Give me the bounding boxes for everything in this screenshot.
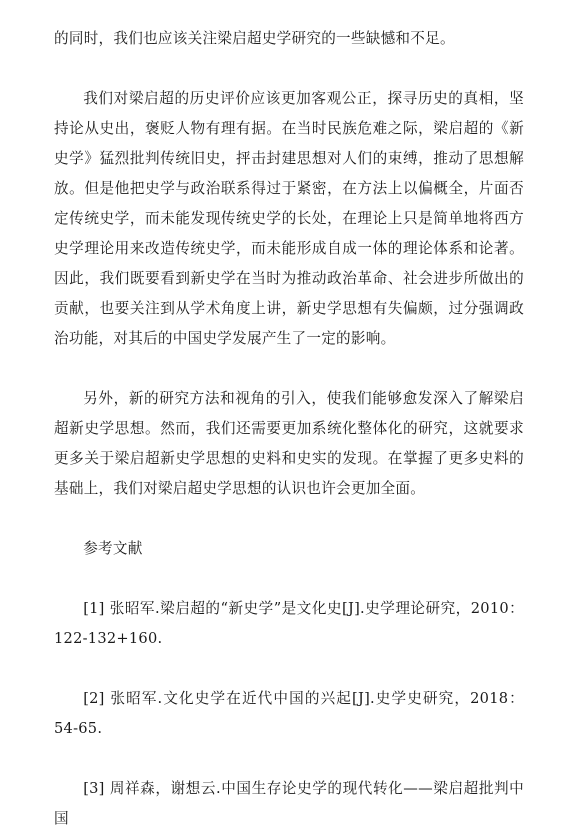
paragraph-fragment: 的同时，我们也应该关注梁启超史学研究的一些缺憾和不足。 [54,30,455,47]
reference-item-2: [2] 张昭军.文化史学在近代中国的兴起[J].史学史研究，2018：54-65. [54,690,524,737]
references-heading: 参考文献 [83,540,143,557]
paragraph-outlook: 另外，新的研究方法和视角的引入，使我们能够愈发深入了解梁启超新史学思想。然而，我们还需要更加系统化整体化的研究，这就要求更多关于梁启超新史学思想的史料和史实的发现。在掌握了更多史料的基础上，我们对梁启超史学思想的认识也许会更加全面。 [54,390,524,497]
reference-item-3: [3] 周祥森，谢想云.中国生存论史学的现代转化——梁启超批判中国 [54,780,524,827]
paragraph-evaluation: 我们对梁启超的历史评价应该更加客观公正，探寻历史的真相，坚持论从史出，褒贬人物有理有据。在当时民族危难之际，梁启超的《新史学》猛烈批判传统旧史，抨击封建思想对人们的束缚，推动了思想解放。但是他把史学与政治联系得过于紧密，在方法上以偏概全，片面否定传统史学，而未能发现传统史学的长处，在理论上只是简单地将西方史学理论用来改造传统史学，而未能形成自成一体的理论体系和论著。因此，我们既要看到新史学在当时为推动政治革命、社会进步所做出的贡献，也要关注到从学术角度上讲，新史学思想有失偏颇，过分强调政治功能，对其后的中国史学发展产生了一定的影响。 [54,90,524,347]
reference-item-1: [1] 张昭军.梁启超的“新史学”是文化史[J].史学理论研究，2010：122-132+160. [54,600,524,647]
